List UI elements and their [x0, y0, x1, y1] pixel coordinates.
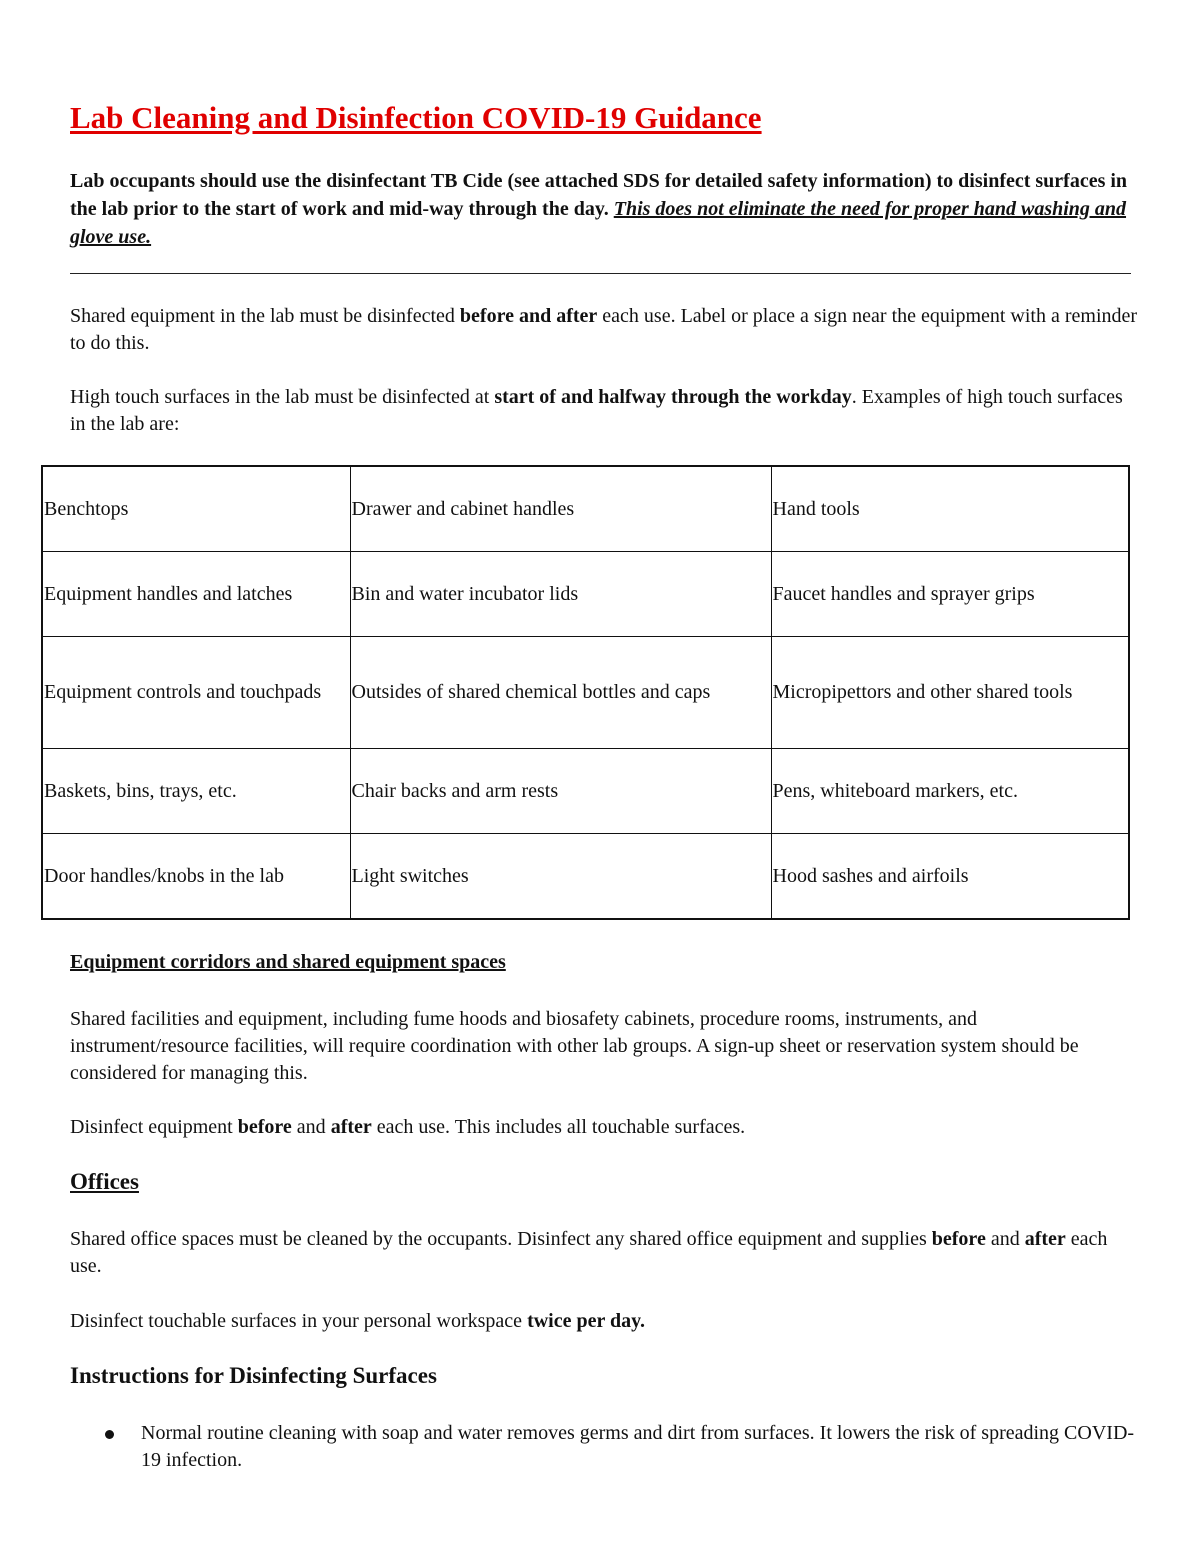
page-title: Lab Cleaning and Disinfection COVID-19 Guidance	[70, 100, 762, 135]
shared-equipment-text-1: Shared equipment in the lab must be disinfected	[70, 305, 460, 327]
table-cell: Chair backs and arm rests	[350, 749, 771, 834]
high-touch-bold: start of and halfway through the workday	[494, 386, 852, 408]
intro-paragraph	[70, 167, 1150, 251]
disinfect-bold-after: after	[330, 1116, 372, 1138]
offices-text-2: and	[985, 1228, 1025, 1250]
instructions-heading: Instructions for Disinfecting Surfaces	[70, 1363, 437, 1388]
table-cell: Hand tools	[771, 466, 1129, 552]
shared-equipment-text-2: each use. Label or place a sign near the equipment with a reminder to do this.	[70, 305, 1138, 354]
corridors-heading: Equipment corridors and shared equipment spaces	[70, 951, 506, 973]
high-touch-text-2: . Examples of high touch surfaces in the lab are:	[70, 386, 1123, 435]
shared-equipment-bold: before and after	[459, 305, 598, 327]
high-touch-surfaces-table	[41, 465, 1130, 920]
disinfect-text-1: Disinfect equipment	[70, 1116, 238, 1138]
table-cell: Pens, whiteboard markers, etc.	[771, 749, 1129, 834]
disinfect-equipment-paragraph	[70, 1114, 1140, 1141]
intro-emphasis: This does not eliminate the need for proper hand washing and glove use.	[70, 198, 1127, 248]
table-cell: Light switches	[350, 834, 771, 920]
corridors-paragraph: Shared facilities and equipment, including fume hoods and biosafety cabinets, procedure rooms, instruments, and instrument/resource facilities, will require coordination with other lab groups. A sign-up sheet or reservation system should be considered for managing this.	[70, 1008, 1079, 1084]
offices-text-1: Shared office spaces must be cleaned by the occupants. Disinfect any shared office equipment and supplies	[70, 1228, 932, 1250]
offices-paragraph-2	[70, 1308, 1140, 1335]
instructions-list	[70, 1420, 1140, 1474]
table-cell: Benchtops	[42, 466, 350, 552]
offices-bold-after: after	[1024, 1228, 1066, 1250]
table-cell: Micropipettors and other shared tools	[771, 637, 1129, 749]
table-cell: Equipment controls and touchpads	[42, 637, 350, 749]
table-row	[42, 466, 1129, 552]
list-item	[70, 1420, 1140, 1474]
high-touch-paragraph	[70, 384, 1140, 438]
table-cell: Hood sashes and airfoils	[771, 834, 1129, 920]
disinfect-text-3: each use. This includes all touchable surfaces.	[371, 1116, 746, 1138]
table-row	[42, 637, 1129, 749]
table-cell: Baskets, bins, trays, etc.	[42, 749, 350, 834]
list-item-text: Normal routine cleaning with soap and water removes germs and dirt from surfaces. It lowers the risk of spreading COVID-19 infection.	[141, 1422, 1135, 1471]
disinfect-text-2: and	[291, 1116, 331, 1138]
disinfect-bold-before: before	[237, 1116, 292, 1138]
offices-paragraph-1	[70, 1226, 1140, 1280]
intro-text: Lab occupants should use the disinfectant TB Cide (see attached SDS for detailed safety information) to disinfect surfaces in the lab prior to the start of work and mid-way through the day.	[70, 170, 1128, 220]
bullet-icon	[105, 1430, 114, 1439]
shared-equipment-paragraph	[70, 303, 1140, 357]
table-cell: Bin and water incubator lids	[350, 552, 771, 637]
table-row	[42, 749, 1129, 834]
workspace-text: Disinfect touchable surfaces in your personal workspace	[70, 1310, 528, 1332]
table-cell: Faucet handles and sprayer grips	[771, 552, 1129, 637]
offices-heading: Offices	[70, 1169, 139, 1194]
table-cell: Door handles/knobs in the lab	[42, 834, 350, 920]
table-row	[42, 552, 1129, 637]
table-cell: Equipment handles and latches	[42, 552, 350, 637]
high-touch-text-1: High touch surfaces in the lab must be disinfected at	[70, 386, 495, 408]
horizontal-divider	[70, 273, 1131, 274]
offices-bold-before: before	[931, 1228, 986, 1250]
workspace-bold: twice per day.	[527, 1310, 646, 1332]
table-row	[42, 834, 1129, 920]
table-cell: Outsides of shared chemical bottles and caps	[350, 637, 771, 749]
table-cell: Drawer and cabinet handles	[350, 466, 771, 552]
offices-text-3: each use.	[70, 1228, 1108, 1277]
